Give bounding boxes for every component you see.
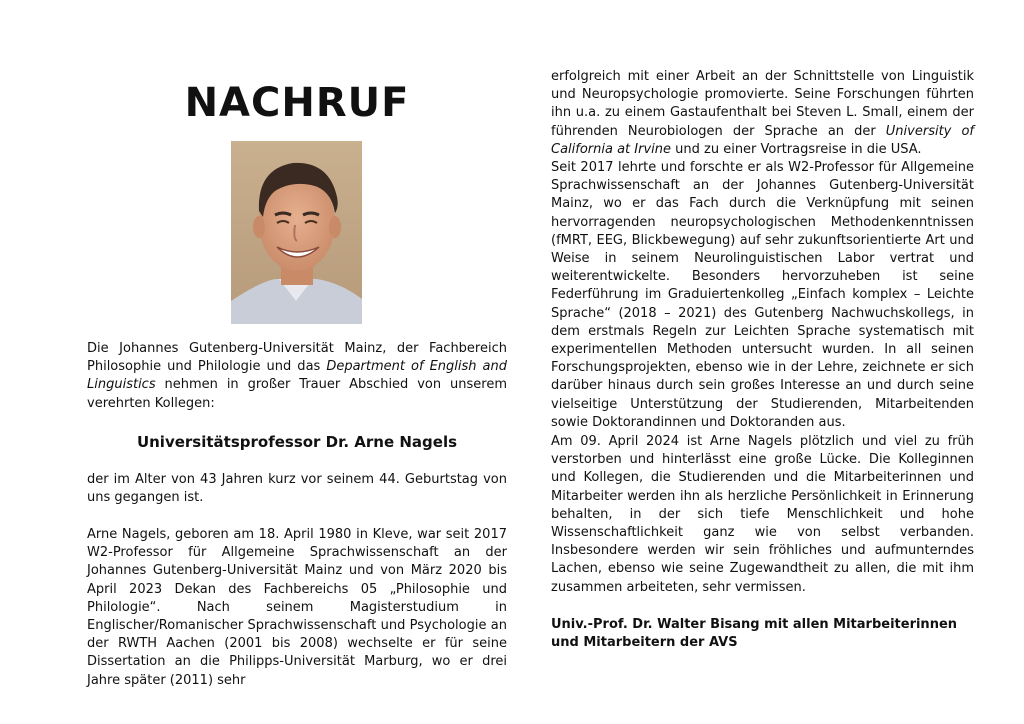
signature: Univ.-Prof. Dr. Walter Bisang mit allen Mitarbeiterinnen und Mitarbeitern der AVS [551, 617, 958, 651]
bio-paragraph-right [551, 68, 974, 159]
page-title: NACHRUF [184, 80, 410, 126]
intro-paragraph [87, 340, 507, 413]
bio-paragraph-left: Arne Nagels, geboren am 18. April 1980 in Kleve, war seit 2017 W2-Professor für Allgemeine Sprachwissenschaft an der Johannes Gutenberg-Universität Mainz und von März 2020 bis April 2023 Dekan des Fachbereichs 05 „Philosophie und Philologie“. Nach seinem Magisterstudium in Englischer/Romanischer Sprachwissenschaft und Psychologie an der RWTH Aachen (2001 bis 2008) wechselte er für seine Dissertation an die Philipps-Universität Marburg, wo er drei Jahre später (2011) sehr [87, 527, 507, 688]
career-paragraph: Seit 2017 lehrte und forschte er als W2-Professor für Allgemeine Sprachwissenschaft an der Johannes Gutenberg-Universität Mainz, wo er das Fach durch die Verknüpfung mit seinen hervorragenden neuropsychologischen Methodenkenntnissen (fMRT, EEG, Blickbewegung) auf sehr zukunftsorientierte Art und Weise in seinem Neurolinguistischen Labor vertrat und weiterentwickelte. Besonders hervorzuheben ist seine Federführung im Graduiertenkolleg „Einfach komplex – Leichte Sprache“ (2018 – 2021) des Gutenberg Nachwuchskollegs, in dem erstmals Regeln zur Leichten Sprache systematisch mit experimentellen Methoden untersucht wurden. In all seinen Forschungsprojekten, ebenso wie in der Lehre, zeichnete er sich darüber hinaus durch sein großes Interesse an und durch seine vielseitige Unterstützung der Studierenden, Mitarbeitenden sowie Doktorandinnen und Doktoranden aus. [551, 160, 974, 430]
death-paragraph: Am 09. April 2024 ist Arne Nagels plötzlich und viel zu früh verstorben und hinterlässt eine große Lücke. Die Kolleginnen und Kollegen, die Studierenden und die Mitarbeiterinnen und Mitarbeiter werden ihn als herzliche Persönlichkeit in Erinnerung behalten, in der sich tiefe Menschlichkeit und hohe Wissenschaftlichkeit ganz wie von selbst verbanden. Insbesondere werden wir sein fröhliches und aufmunterndes Lachen, ebenso wie seine Zugewandtheit zu allen, die mit ihm zusammen arbeiteten, sehr vermissen. [551, 434, 974, 595]
intro-department-name: Department of English and Linguistics [87, 359, 507, 393]
intro-text-part1: Die Johannes Gutenberg-Universität Mainz, der Fachbereich Philosophie und Philologie und das [87, 341, 507, 375]
bio-right-university: University of California at Irvine [551, 123, 974, 157]
portrait-illustration [231, 141, 362, 324]
age-paragraph: der im Alter von 43 Jahren kurz vor seinem 44. Geburtstag von uns gegangen ist. [87, 472, 507, 506]
bio-right-text-part2: und zu einer Vortragsreise in die USA. [671, 141, 922, 157]
intro-text-part2: nehmen in großer Trauer Abschied von unserem verehrten Kollegen: [87, 377, 507, 411]
person-heading: Universitätsprofessor Dr. Arne Nagels [136, 433, 458, 451]
bio-right-text-part1: erfolgreich mit einer Arbeit an der Schnittstelle von Linguistik und Neuropsychologie promovierte. Seine Forschungen führten ihn u.a. zu einem Gastaufenthalt bei Steven L. Small, einem der führenden Neurobiologen der Sprache an der [551, 69, 974, 139]
portrait-photo [231, 141, 362, 324]
